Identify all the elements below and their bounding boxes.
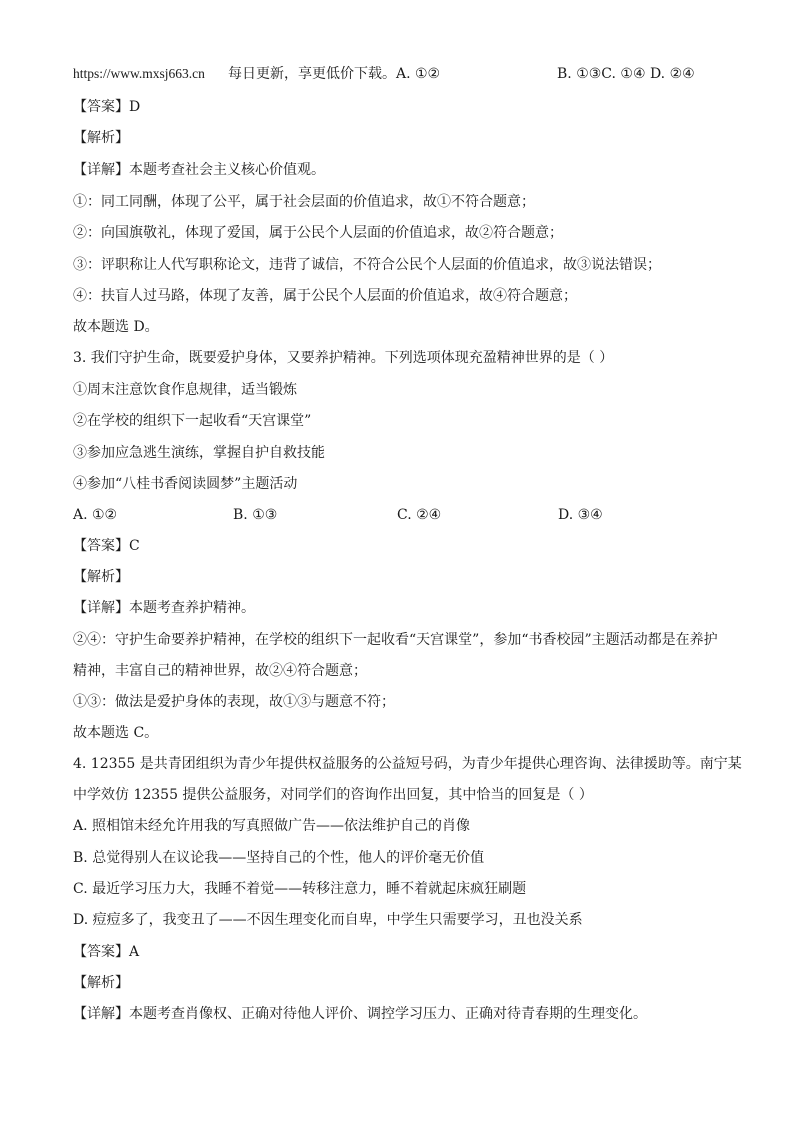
- q3-detail: 【详解】本题考查养护精神。: [73, 600, 255, 616]
- q2-conclusion: 故本题选 D。: [73, 319, 159, 335]
- q2-options-tail: B. ①③C. ①④ D. ②④: [557, 66, 695, 82]
- q2-answer: 【答案】D: [73, 99, 141, 115]
- q4-stem-line-1: 4. 12355 是共青团组织为青少年提供权益服务的公益短号码，为青少年提供心理咨询、法律援助等。南宁某: [73, 756, 742, 772]
- q4-option-d: D. 痘痘多了，我变丑了——不因生理变化而自卑，中学生只需要学习，丑也没关系: [73, 912, 583, 928]
- q3-item-2: ②在学校的组织下一起收看“天宫课堂”: [73, 413, 312, 429]
- q3-analysis-heading: 【解析】: [73, 569, 129, 585]
- q3-option-b: B. ①③: [233, 507, 278, 523]
- q2-point-3: ③：评职称让人代写职称论文，违背了诚信，不符合公民个人层面的价值追求，故③说法错误；: [73, 257, 661, 273]
- q3-option-d: D. ③④: [558, 507, 603, 523]
- q2-point-1: ①：同工同酬，体现了公平，属于社会层面的价值追求，故①不符合题意；: [73, 194, 535, 210]
- q3-point-2: ①③：做法是爱护身体的表现，故①③与题意不符；: [73, 694, 395, 710]
- q2-analysis-heading: 【解析】: [73, 130, 129, 146]
- q4-option-c: C. 最近学习压力大，我睡不着觉——转移注意力，睡不着就起床疯狂刷题: [73, 881, 527, 897]
- q2-point-2: ②：向国旗敬礼，体现了爱国，属于公民个人层面的价值追求，故②符合题意；: [73, 225, 563, 241]
- q2-detail: 【详解】本题考查社会主义核心价值观。: [73, 162, 325, 178]
- q3-stem: 3. 我们守护生命，既要爱护身体，又要养护精神。下列选项体现充盈精神世界的是（ ）: [73, 350, 614, 366]
- q3-conclusion: 故本题选 C。: [73, 725, 159, 741]
- q2-point-4: ④：扶盲人过马路，体现了友善，属于公民个人层面的价值追求，故④符合题意；: [73, 288, 577, 304]
- q3-answer: 【答案】C: [73, 538, 140, 554]
- q4-detail: 【详解】本题考查肖像权、正确对待他人评价、调控学习压力、正确对待青春期的生理变化。: [73, 1006, 647, 1022]
- q4-analysis-heading: 【解析】: [73, 975, 129, 991]
- q3-item-1: ①周末注意饮食作息规律，适当锻炼: [73, 382, 297, 398]
- site-slogan: 每日更新，享更低价下载。A. ①②: [228, 66, 441, 82]
- q3-option-c: C. ②④: [397, 507, 442, 523]
- site-url[interactable]: https://www.mxsj663.cn: [73, 66, 205, 81]
- q3-option-a: A. ①②: [73, 507, 118, 523]
- q4-option-a: A. 照相馆未经允许用我的写真照做广告——依法维护自己的肖像: [73, 818, 471, 834]
- q3-point-1b: 精神，丰富自己的精神世界，故②④符合题意；: [73, 663, 367, 679]
- q4-answer: 【答案】A: [73, 944, 140, 960]
- q3-point-1a: ②④：守护生命要养护精神，在学校的组织下一起收看“天宫课堂”，参加“书香校园”主题活动都是在养护: [73, 632, 718, 648]
- q4-option-b: B. 总觉得别人在议论我——坚持自己的个性，他人的评价毫无价值: [73, 850, 485, 866]
- q3-item-4: ④参加“八桂书香阅读圆梦”主题活动: [73, 476, 298, 492]
- q4-stem-line-2: 中学效仿 12355 提供公益服务，对同学们的咨询作出回复，其中恰当的回复是（ ）: [73, 787, 593, 803]
- q3-item-3: ③参加应急逃生演练，掌握自护自救技能: [73, 445, 325, 461]
